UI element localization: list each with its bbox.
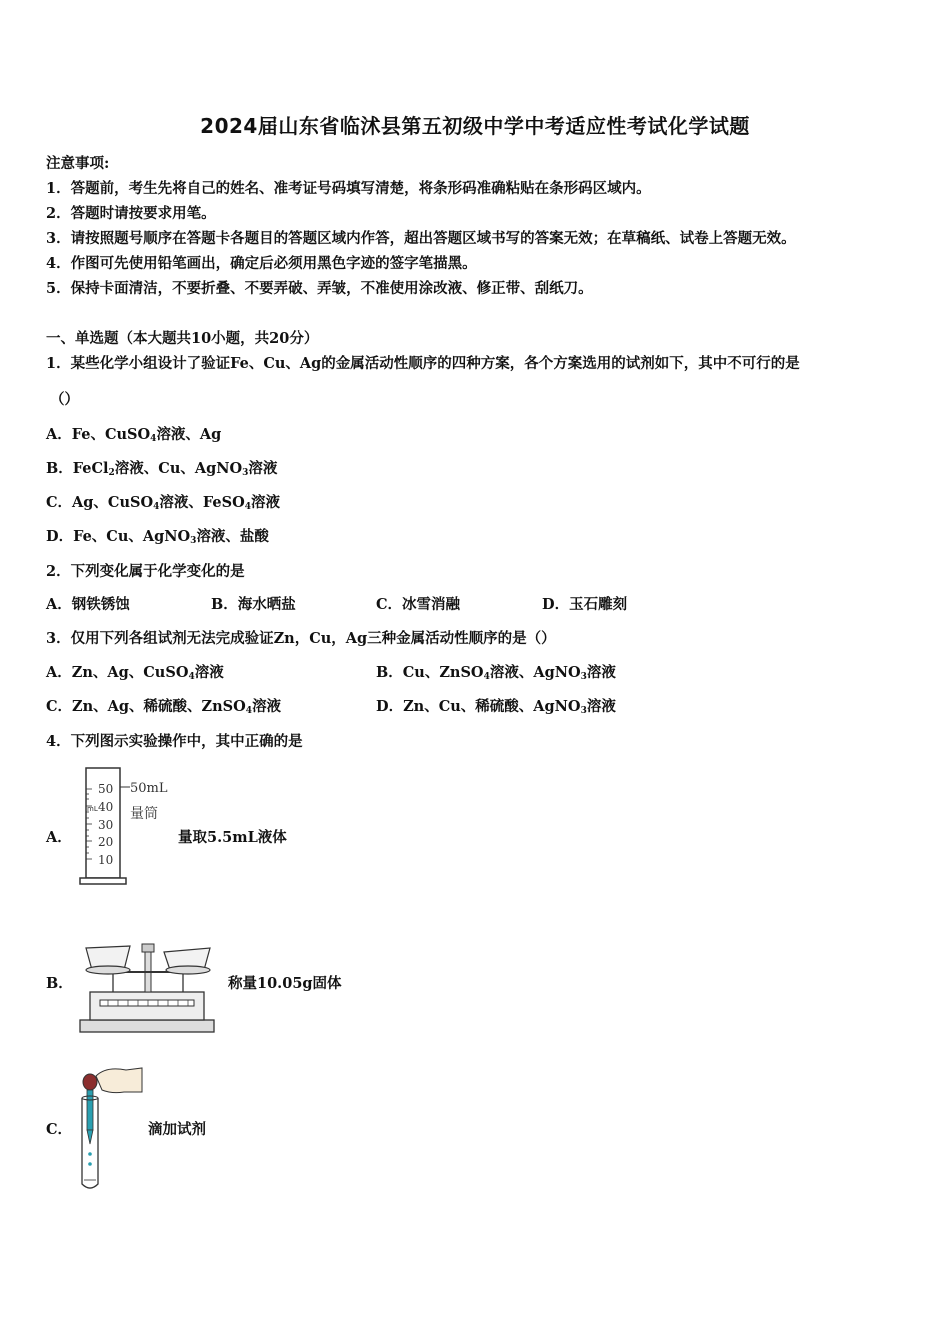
tick-label: 10 (98, 853, 114, 867)
q2-option-a: A．钢铁锈蚀 (46, 596, 130, 613)
q3-option-c: C．Zn、Ag、稀硫酸、ZnSO$_4$溶液 (46, 698, 282, 716)
q2-option-d: D．玉石雕刻 (542, 596, 628, 613)
q2-option-b: B．海水晒盐 (211, 596, 296, 613)
q4-option-b-caption: 称量10.05g固体 (228, 975, 342, 992)
q4-option-a-label: A． (46, 829, 72, 846)
cylinder-capacity-label: 50mL (130, 781, 168, 796)
section-heading: 一、单选题（本大题共10小题，共20分） (46, 330, 319, 347)
question-3-stem: 3．仅用下列各组试剂无法完成验证Zn，Cu，Ag三种金属活动性顺序的是（） (46, 630, 556, 647)
dropper-test-tube-figure (76, 1062, 146, 1194)
q4-option-c-caption: 滴加试剂 (148, 1121, 206, 1138)
q4-option-a-caption: 量取5.5mL液体 (178, 829, 287, 846)
cylinder-name-label: 量筒 (130, 806, 158, 822)
question-4-stem: 4．下列图示实验操作中，其中正确的是 (46, 733, 303, 750)
q3-option-a: A．Zn、Ag、CuSO$_4$溶液 (46, 664, 224, 682)
tick-label: 40 (98, 800, 114, 814)
question-2-stem: 2．下列变化属于化学变化的是 (46, 563, 245, 580)
svg-text:mL: mL (87, 805, 98, 813)
notice-item: 5．保持卡面清洁，不要折叠、不要弄破、弄皱，不准使用涂改液、修正带、刮纸刀。 (46, 280, 593, 297)
page-title: 2024届山东省临沭县第五初级中学中考适应性考试化学试题 (200, 114, 750, 138)
notice-item: 3．请按照题号顺序在答题卡各题目的答题区域内作答，超出答题区域书写的答案无效；在草稿纸、试卷上答题无效。 (46, 230, 796, 247)
tick-label: 50 (98, 782, 114, 796)
notice-heading: 注意事项: (46, 155, 110, 172)
balance-figure (78, 940, 218, 1036)
q3-option-d: D．Zn、Cu、稀硫酸、AgNO$_3$溶液 (376, 698, 616, 716)
notice-item: 2．答题时请按要求用笔。 (46, 205, 216, 222)
q4-option-b-label: B． (46, 975, 73, 992)
notice-item: 4．作图可先使用铅笔画出，确定后必须用黑色字迹的签字笔描黑。 (46, 255, 477, 272)
q1-option-b: B．FeCl$_2$溶液、Cu、AgNO$_3$溶液 (46, 460, 278, 478)
notice-item: 1．答题前，考生先将自己的姓名、准考证号码填写清楚，将条形码准确粘贴在条形码区域内。 (46, 180, 651, 197)
question-1-paren: （） (50, 391, 79, 408)
q1-option-d: D．Fe、Cu、AgNO$_3$溶液、盐酸 (46, 528, 269, 546)
tick-label: 20 (98, 835, 114, 849)
question-1-stem: 1．某些化学小组设计了验证Fe、Cu、Ag的金属活动性顺序的四种方案，各个方案选用的试剂如下，其中不可行的是 (46, 355, 800, 372)
graduated-cylinder-figure (78, 764, 178, 888)
q1-option-c: C．Ag、CuSO$_4$溶液、FeSO$_4$溶液 (46, 494, 280, 512)
q3-option-b: B．Cu、ZnSO$_4$溶液、AgNO$_3$溶液 (376, 664, 616, 682)
q4-option-c-label: C． (46, 1121, 73, 1138)
q2-option-c: C．冰雪消融 (376, 596, 461, 613)
tick-label: 30 (98, 818, 114, 832)
q1-option-a: A．Fe、CuSO$_4$溶液、Ag (46, 426, 222, 444)
